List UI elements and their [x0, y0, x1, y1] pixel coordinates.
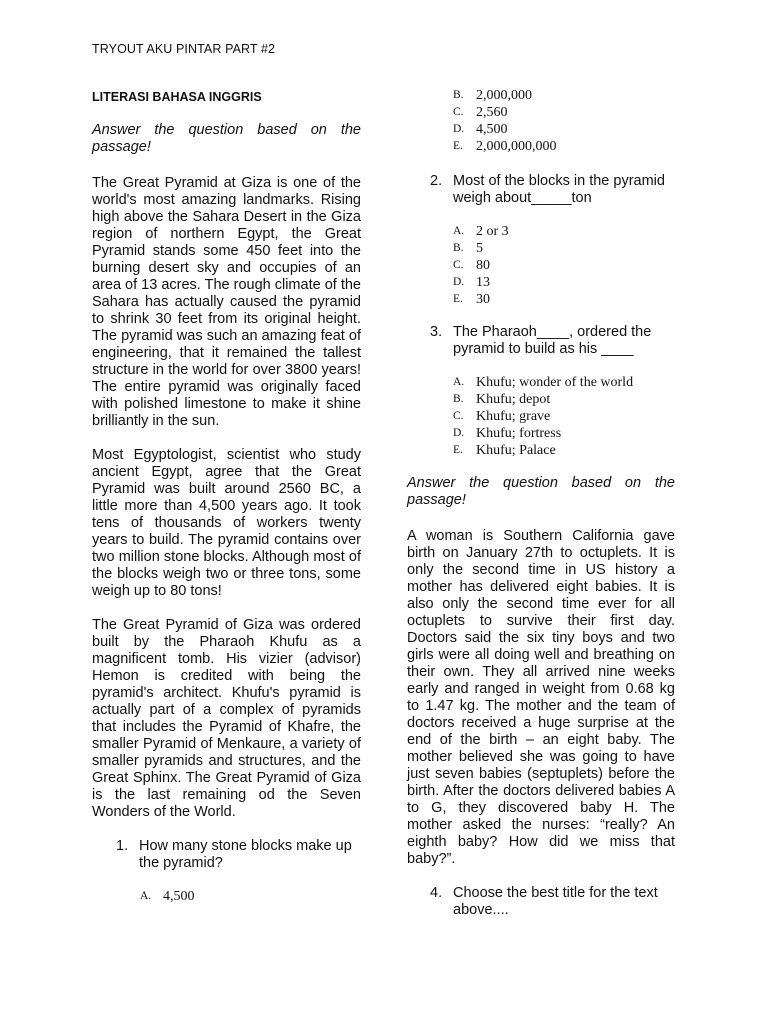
question-1-number: 1.: [116, 838, 129, 854]
instruction-2: Answer the question based on the passage!: [407, 475, 675, 508]
question-3-option-e[interactable]: [453, 442, 675, 459]
question-2-options: [453, 223, 675, 308]
option-letter: A.: [140, 890, 152, 902]
question-1-option-c[interactable]: [453, 104, 675, 121]
option-letter: E.: [453, 444, 463, 456]
question-3-text: The Pharaoh____, ordered the pyramid to build as his ____: [453, 324, 652, 357]
option-letter: B.: [453, 242, 464, 254]
option-letter: A.: [453, 225, 465, 237]
question-3-option-a[interactable]: [453, 374, 675, 391]
option-text: 2,560: [476, 105, 508, 120]
option-text: 80: [476, 258, 490, 273]
option-text: 2,000,000,000: [476, 139, 557, 154]
option-text: 2 or 3: [476, 224, 509, 239]
passage-1-paragraph-1: The Great Pyramid at Giza is one of the world's most amazing landmarks. Rising high above the Sahara Desert in the Giza region of northern Egypt, the Great Pyramid stands some 450 feet into the burning desert sky and occupies of an area of 13 acres. The rough climate of the Sahara has actually caused the pyramid to shrink 30 feet from its original height. The pyramid was such an amazing feat of engineering, that it remained the tallest structure in the world for over 3800 years! The entire pyramid was originally faced with polished limestone to make it shine brilliantly in the sun.: [92, 175, 361, 429]
question-2-number: 2.: [430, 173, 443, 189]
question-3-number: 3.: [430, 324, 443, 340]
question-3-option-d[interactable]: [453, 425, 675, 442]
passage-2-paragraph: A woman is Southern California gave birth on January 27th to octuplets. It is only the second time in US history a mother has delivered eight babies. It is also only the second time ever for all octuplets to survive their first day. Doctors said the six tiny boys and two girls were all doing well and breathing on their own. They all arrived nine weeks early and ranged in weight from 0.68 kg to 1.47 kg. The mother and the team of doctors received a huge surprise at the end of the birth – an eight baby. The mother believed she was going to have just seven babies (septuplets) before the birth. After the doctors delivered babies A to G, they discovered baby H. The mother asked the nurses: “really? An eighth baby? How did we miss that baby?”.: [407, 528, 675, 867]
question-4-text: Choose the best title for the text above....: [453, 885, 658, 918]
option-letter: E.: [453, 140, 463, 152]
question-2-option-c[interactable]: [453, 257, 675, 274]
option-text: Khufu; depot: [476, 392, 551, 407]
question-2-option-d[interactable]: [453, 274, 675, 291]
page-header: TRYOUT AKU PINTAR PART #2: [92, 42, 276, 56]
option-text: 2,000,000: [476, 88, 532, 103]
question-3-option-c[interactable]: [453, 408, 675, 425]
option-text: 5: [476, 241, 483, 256]
question-2-option-a[interactable]: [453, 223, 675, 240]
section-title: LITERASI BAHASA INGGRIS: [92, 90, 262, 104]
question-1-option-e[interactable]: [453, 138, 675, 155]
question-3-option-b[interactable]: [453, 391, 675, 408]
question-3-options: [453, 374, 675, 459]
option-text: Khufu; Palace: [476, 443, 556, 458]
question-1-option-b[interactable]: [453, 87, 675, 104]
question-1-options: [140, 888, 361, 905]
question-2-option-b[interactable]: [453, 240, 675, 257]
option-letter: B.: [453, 89, 464, 101]
option-letter: D.: [453, 123, 465, 135]
option-letter: A.: [453, 376, 465, 388]
question-4: [430, 885, 675, 919]
option-text: 30: [476, 292, 490, 307]
option-text: Khufu; fortress: [476, 426, 562, 441]
option-text: Khufu; wonder of the world: [476, 375, 634, 390]
passage-1-paragraph-3: The Great Pyramid of Giza was ordered built by the Pharaoh Khufu as a magnificent tomb. His vizier (advisor) Hemon is credited with being the pyramid's architect. Khufu's pyramid is actually part of a complex of pyramids that includes the Pyramid of Khafre, the smaller Pyramid of Menkaure, a variety of smaller pyramids and structures, and the Great Sphinx. The Great Pyramid of Giza is the last remaining od the Seven Wonders of the World.: [92, 617, 361, 820]
option-letter: C.: [453, 410, 464, 422]
question-1-option-a[interactable]: [140, 888, 361, 905]
option-text: Khufu; grave: [476, 409, 551, 424]
option-text: 4,500: [163, 889, 195, 904]
question-4-number: 4.: [430, 885, 443, 901]
option-text: 4,500: [476, 122, 508, 137]
option-letter: E.: [453, 293, 463, 305]
option-letter: C.: [453, 259, 464, 271]
instruction-1: Answer the question based on the passage!: [92, 122, 361, 155]
option-letter: D.: [453, 427, 465, 439]
option-letter: B.: [453, 393, 464, 405]
question-1-option-d[interactable]: [453, 121, 675, 138]
right-column: [407, 87, 675, 935]
question-3: [430, 324, 675, 358]
question-2-option-e[interactable]: [453, 291, 675, 308]
question-1: [116, 838, 361, 872]
option-text: 13: [476, 275, 490, 290]
passage-1-paragraph-2: Most Egyptologist, scientist who study ancient Egypt, agree that the Great Pyramid was built around 2560 BC, a little more than 4,500 years ago. It took tens of thousands of workers twenty years to build. The pyramid contains over two million stone blocks. Although most of the blocks weigh two or three tons, some weigh up to 80 tons!: [92, 447, 361, 599]
option-letter: D.: [453, 276, 465, 288]
question-1-options-continued: [453, 87, 675, 155]
left-column: [92, 90, 361, 921]
question-1-text: How many stone blocks make up the pyramid?: [139, 838, 352, 871]
question-2: [430, 173, 675, 207]
question-2-text: Most of the blocks in the pyramid weigh about_____ton: [453, 173, 665, 206]
option-letter: C.: [453, 106, 464, 118]
